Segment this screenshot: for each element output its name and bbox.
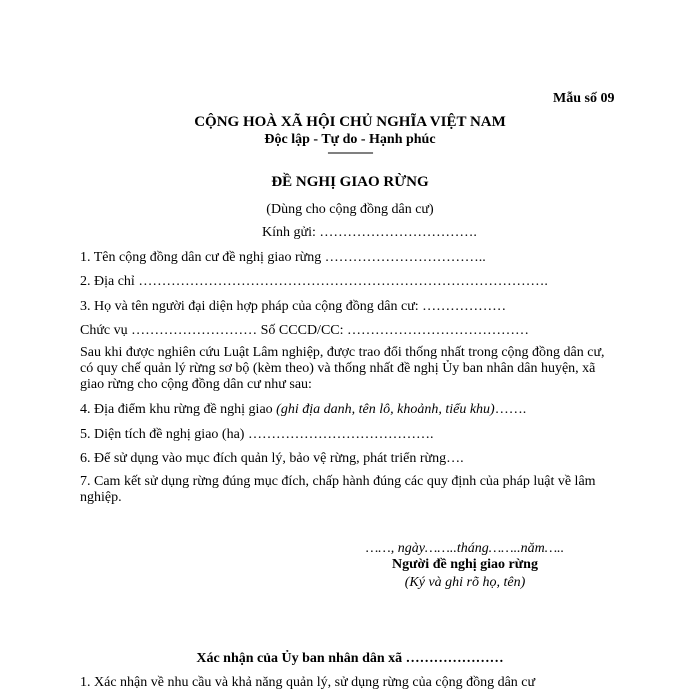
signature-date — [350, 540, 580, 557]
item-community-name: 1. Tên cộng đồng dân cư đề nghị giao rừng …………………………….. — [80, 250, 486, 265]
form-number: Mẫu số 09 — [553, 91, 615, 106]
signature-title: Người đề nghị giao rừng — [392, 557, 538, 572]
confirmation-item-1: 1. Xác nhận về nhu cầu và khả năng quản lý, sử dụng rừng của cộng đồng dân cư — [80, 675, 536, 690]
item-position: Chức vụ ……………………… Số CCCD/CC: ………………………………… — [80, 323, 530, 338]
motto: Độc lập - Tự do - Hạnh phúc — [264, 132, 436, 147]
document-subtitle: (Dùng cho cộng đồng dân cư) — [266, 202, 434, 217]
item-location-note: (ghi địa danh, tên lô, khoảnh, tiểu khu) — [276, 402, 495, 417]
signature-note: (Ký và ghi rõ họ, tên) — [404, 575, 526, 590]
item-location-suffix: ……. — [494, 402, 527, 417]
item-purpose: 6. Để sử dụng vào mục đích quản lý, bảo vệ rừng, phát triển rừng…. — [80, 451, 464, 466]
item-location — [80, 401, 526, 418]
signature-date-line: ngày……..tháng……..năm….. — [397, 541, 565, 556]
item-location-prefix: 4. Địa điểm khu rừng đề nghị giao — [80, 402, 277, 417]
document-title: ĐỀ NGHỊ GIAO RỪNG — [271, 174, 429, 190]
country-header: CỘNG HOÀ XÃ HỘI CHỦ NGHĨA VIỆT NAM — [194, 114, 506, 130]
item-area: 5. Diện tích đề nghị giao (ha) …………………………………. — [80, 427, 434, 442]
signature-date-prefix: ……, — [365, 541, 398, 556]
item-commitment: 7. Cam kết sử dụng rừng đúng mục đích, chấp hành đúng các quy định của pháp luật về lâm nghiệp. — [80, 474, 596, 505]
item-address: 2. Địa chỉ ……………………………………………………………………………. — [80, 274, 548, 289]
recipient-line: Kính gửi: ……………………………. — [262, 225, 477, 240]
intro-paragraph: Sau khi được nghiên cứu Luật Lâm nghiệp, được trao đổi thống nhất trong cộng đồng dân cư, có quy chế quản lý rừng sơ bộ (kèm theo) và thống nhất đề nghị Ủy ban nhân dân huyện, xã giao rừng cho cộng đồng dân cư như sau: — [80, 345, 605, 392]
header-divider: --------------- — [327, 145, 373, 159]
item-representative: 3. Họ và tên người đại diện hợp pháp của cộng đồng dân cư: ……………… — [80, 299, 507, 314]
confirmation-title: Xác nhận của Ủy ban nhân dân xã ………………… — [196, 651, 504, 666]
